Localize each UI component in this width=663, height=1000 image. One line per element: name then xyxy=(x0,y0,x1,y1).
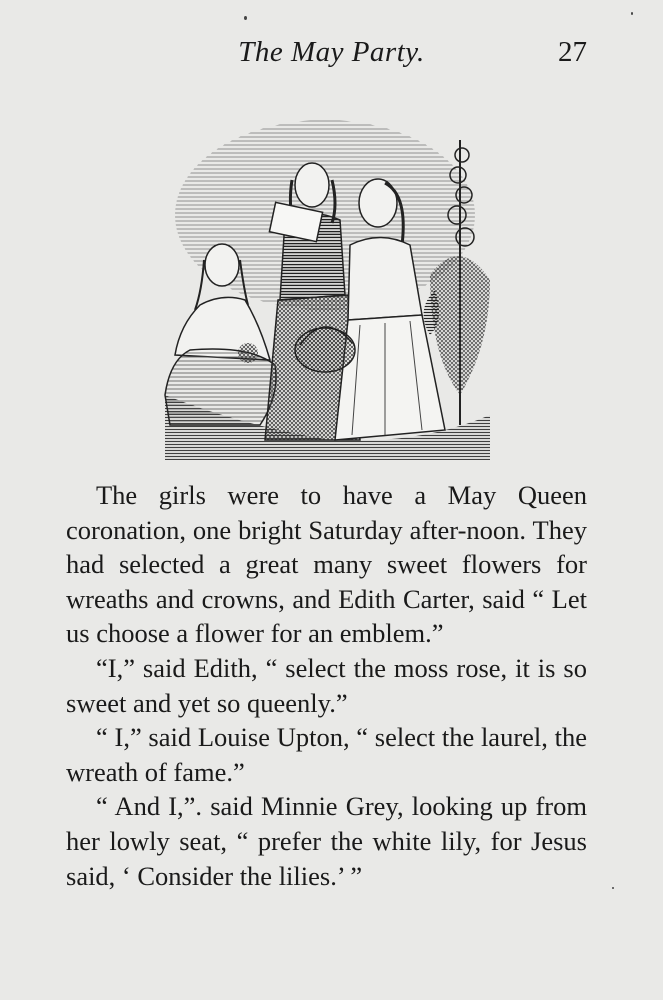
paper-speck xyxy=(631,12,633,15)
paragraph: “ And I,”. said Minnie Grey, looking up from her lowly seat, “ prefer the white lily, for Jesus said, ‘ Consider the lilies.’ ” xyxy=(66,791,587,891)
engraving-illustration xyxy=(160,95,495,460)
paragraph: The girls were to have a May Queen coronation, one bright Saturday after-noon. They had selected a great many sweet flowers for wreaths and crowns, and Edith Carter, said “ Let us choose a flower for an emblem.” xyxy=(66,480,587,649)
page-number: 27 xyxy=(558,36,587,68)
paper-speck xyxy=(612,887,614,889)
paragraph: “I,” said Edith, “ select the moss rose, it is so sweet and yet so queenly.” xyxy=(66,652,587,718)
paragraph: “ I,” said Louise Upton, “ select the laurel, the wreath of fame.” xyxy=(66,722,587,787)
body-text xyxy=(66,478,587,893)
paper-speck xyxy=(244,16,247,20)
running-header-title: The May Party. xyxy=(238,36,425,68)
